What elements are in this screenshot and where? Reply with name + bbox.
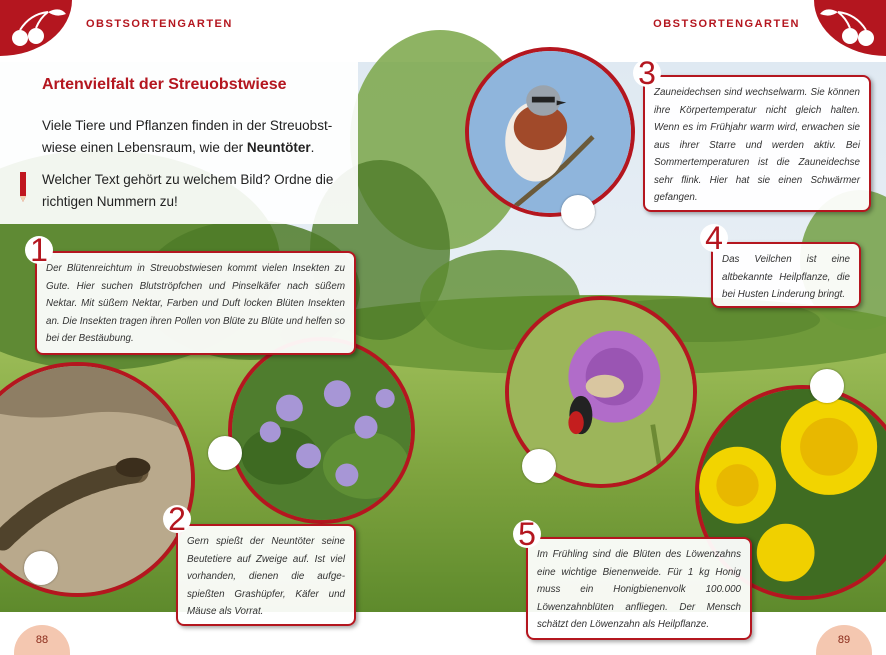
page-number-right: 89 bbox=[816, 625, 872, 655]
number-3-icon bbox=[632, 55, 662, 91]
svg-text:3: 3 bbox=[638, 55, 656, 91]
text-box-5: Im Frühling sind die Blüten des Löwenzahns eine wichtige Bienenweide. Für 1 kg Honig muss ein Honigbienenvolk 100.000 Löwenzahnblüten anfliegen. Der Mensch schätzt den Löwenzahn als Heilpflanze. bbox=[526, 537, 752, 640]
photo-violets bbox=[228, 337, 415, 524]
number-5-icon bbox=[512, 516, 542, 552]
answer-dot[interactable] bbox=[810, 369, 844, 403]
answer-dot[interactable] bbox=[522, 449, 556, 483]
intro-bold: Neuntöter bbox=[246, 140, 311, 155]
text-box-4: Das Veilchen ist eine altbekannte Heilpflanze, die bei Husten Linderung bringt. bbox=[711, 242, 861, 308]
svg-text:4: 4 bbox=[705, 220, 723, 256]
answer-dot[interactable] bbox=[24, 551, 58, 585]
number-4-icon bbox=[699, 220, 729, 256]
answer-dot[interactable] bbox=[208, 436, 242, 470]
svg-text:5: 5 bbox=[518, 516, 536, 552]
text-box-2: Gern spießt der Neuntöter seine Beutetiere auf Zweige auf. Ist viel vorhanden, dienen die aufgespießten Grashüpfer, Käfer und Mäuse als Vorrat. bbox=[176, 524, 356, 626]
number-2-icon bbox=[162, 501, 192, 537]
number-1-icon bbox=[24, 232, 54, 268]
svg-text:1: 1 bbox=[30, 232, 48, 268]
photo-shrike bbox=[465, 47, 635, 217]
text-box-3: Zauneidechsen sind wechselwarm. Sie können ihre Körpertemperatur nicht gleich halten. Wenn es im Frühjahr warm wird, erwachen sie aus ihrer Starre und werden aktiv. Bei Sommertemperaturen ist die Zauneidechse sehr flink. Hier hat sie einen Schwärmer gefangen. bbox=[643, 75, 871, 212]
header-left: OBSTSORTENGARTEN bbox=[86, 18, 233, 30]
cherries-icon bbox=[0, 0, 72, 56]
answer-dot[interactable] bbox=[561, 195, 595, 229]
intro-text: Viele Tiere und Pflanzen finden in der Streuobstwiese einen Lebensraum, wie der Neuntöter. bbox=[42, 118, 333, 155]
cherries-icon bbox=[814, 0, 886, 56]
pencil-icon bbox=[16, 170, 30, 204]
text-box-1: Der Blütenreichtum in Streuobstwiesen kommt vielen Insekten zu Gute. Hier suchen Blutströpfchen und Pinselkäfer nach süßem Nektar. Mit süßem Nektar, Farben und Duft locken Blüten Insekten an. Die Insekten tragen ihren Pollen von Blüte zu Blüte und helfen so bei der Bestäubung. bbox=[35, 251, 356, 355]
header-right: OBSTSORTENGARTEN bbox=[653, 18, 800, 30]
svg-text:2: 2 bbox=[168, 501, 186, 537]
page-number-left: 88 bbox=[14, 625, 70, 655]
page-title: Artenvielfalt der Streuobstwiese bbox=[42, 76, 287, 93]
task-text: Welcher Text gehört zu welchem Bild? Ordne die richtigen Nummern zu! bbox=[42, 172, 334, 209]
